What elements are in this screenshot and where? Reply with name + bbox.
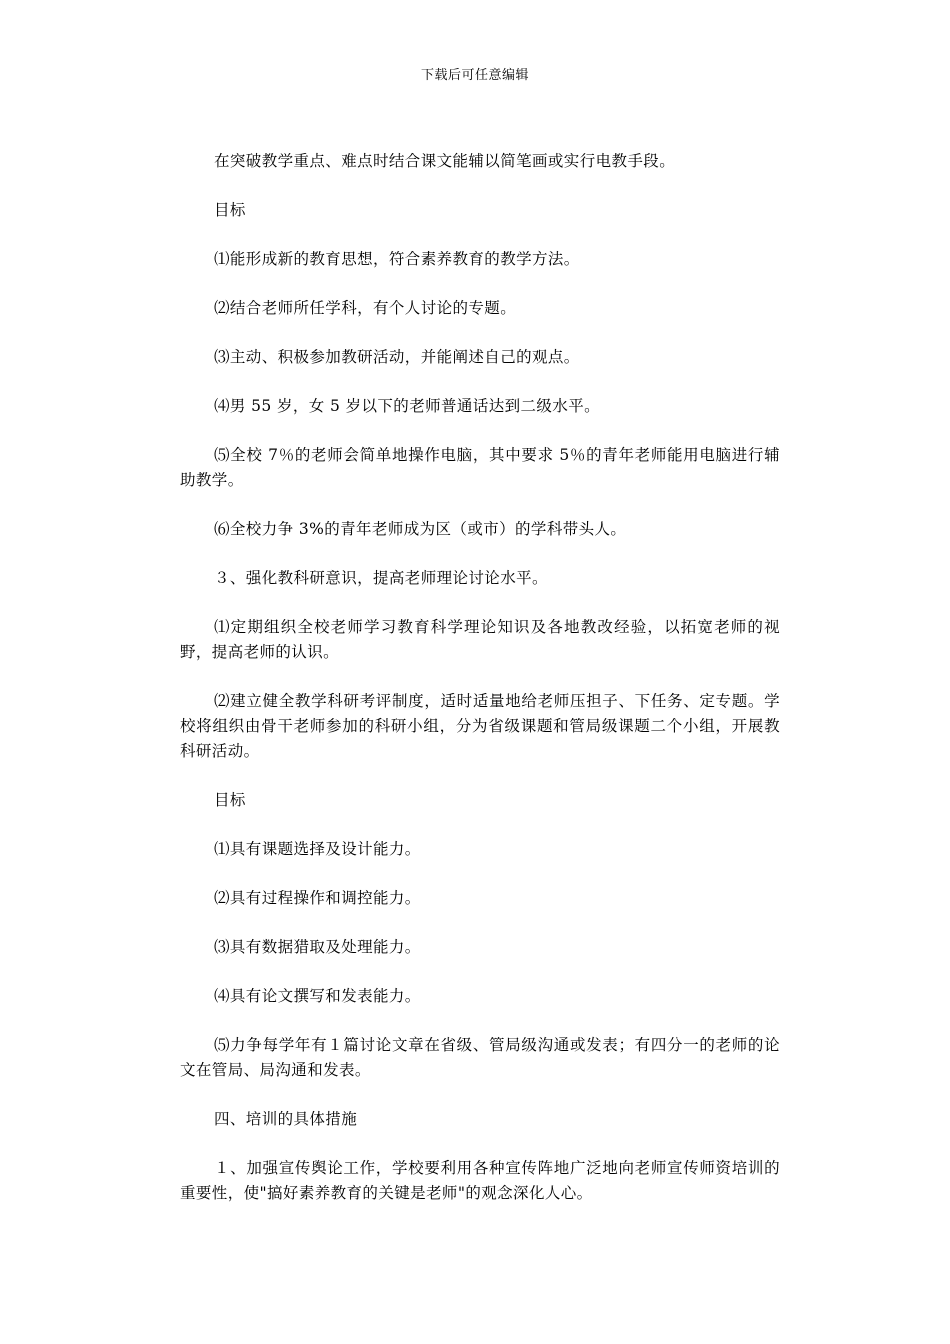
section-heading: 目标 (214, 791, 246, 809)
paragraph: ⑶具有数据猎取及处理能力。 (214, 938, 421, 956)
paragraph: ⑵建立健全教学科研考评制度，适时适量地给老师压担子、下任务、定专题。学校将组织由骨干老师参加的科研小组，分为省级课题和管局级课题二个小组，开展教科研活动。 (180, 692, 780, 760)
paragraph: ⑵具有过程操作和调控能力。 (214, 889, 421, 907)
section-heading: 四、培训的具体措施 (214, 1110, 358, 1128)
paragraph: ⑷男 55 岁，女 5 岁以下的老师普通话达到二级水平。 (214, 397, 600, 415)
page-header: 下载后可任意编辑 (420, 68, 529, 83)
paragraph: ⑵结合老师所任学科，有个人讨论的专题。 (214, 299, 517, 317)
paragraph: ⑹全校力争 3%的青年老师成为区（或市）的学科带头人。 (214, 520, 627, 538)
paragraph: ⑴具有课题选择及设计能力。 (214, 840, 421, 858)
paragraph: ⑶主动、积极参加教研活动，并能阐述自己的观点。 (214, 348, 580, 366)
paragraph: ⑴能形成新的教育思想，符合素养教育的教学方法。 (214, 250, 580, 268)
section-heading: 目标 (214, 201, 246, 219)
paragraph: １、加强宣传舆论工作，学校要利用各种宣传阵地广泛地向老师宣传师资培训的重要性，使"搞好素养教育的关键是老师"的观念深化人心。 (180, 1159, 780, 1202)
paragraph: ⑸力争每学年有１篇讨论文章在省级、管局级沟通或发表；有四分一的老师的论文在管局、局沟通和发表。 (180, 1036, 780, 1079)
paragraph: ⑴定期组织全校老师学习教育科学理论知识及各地教改经验，以拓宽老师的视野，提高老师的认识。 (180, 618, 780, 661)
section-heading: ３、强化教科研意识，提高老师理论讨论水平。 (214, 569, 548, 587)
paragraph: 在突破教学重点、难点时结合课文能辅以简笔画或实行电教手段。 (214, 152, 676, 170)
paragraph: ⑸全校 7％的老师会简单地操作电脑，其中要求 5％的青年老师能用电脑进行辅助教学。 (180, 446, 780, 489)
paragraph: ⑷具有论文撰写和发表能力。 (214, 987, 421, 1005)
document-body (180, 149, 780, 1230)
